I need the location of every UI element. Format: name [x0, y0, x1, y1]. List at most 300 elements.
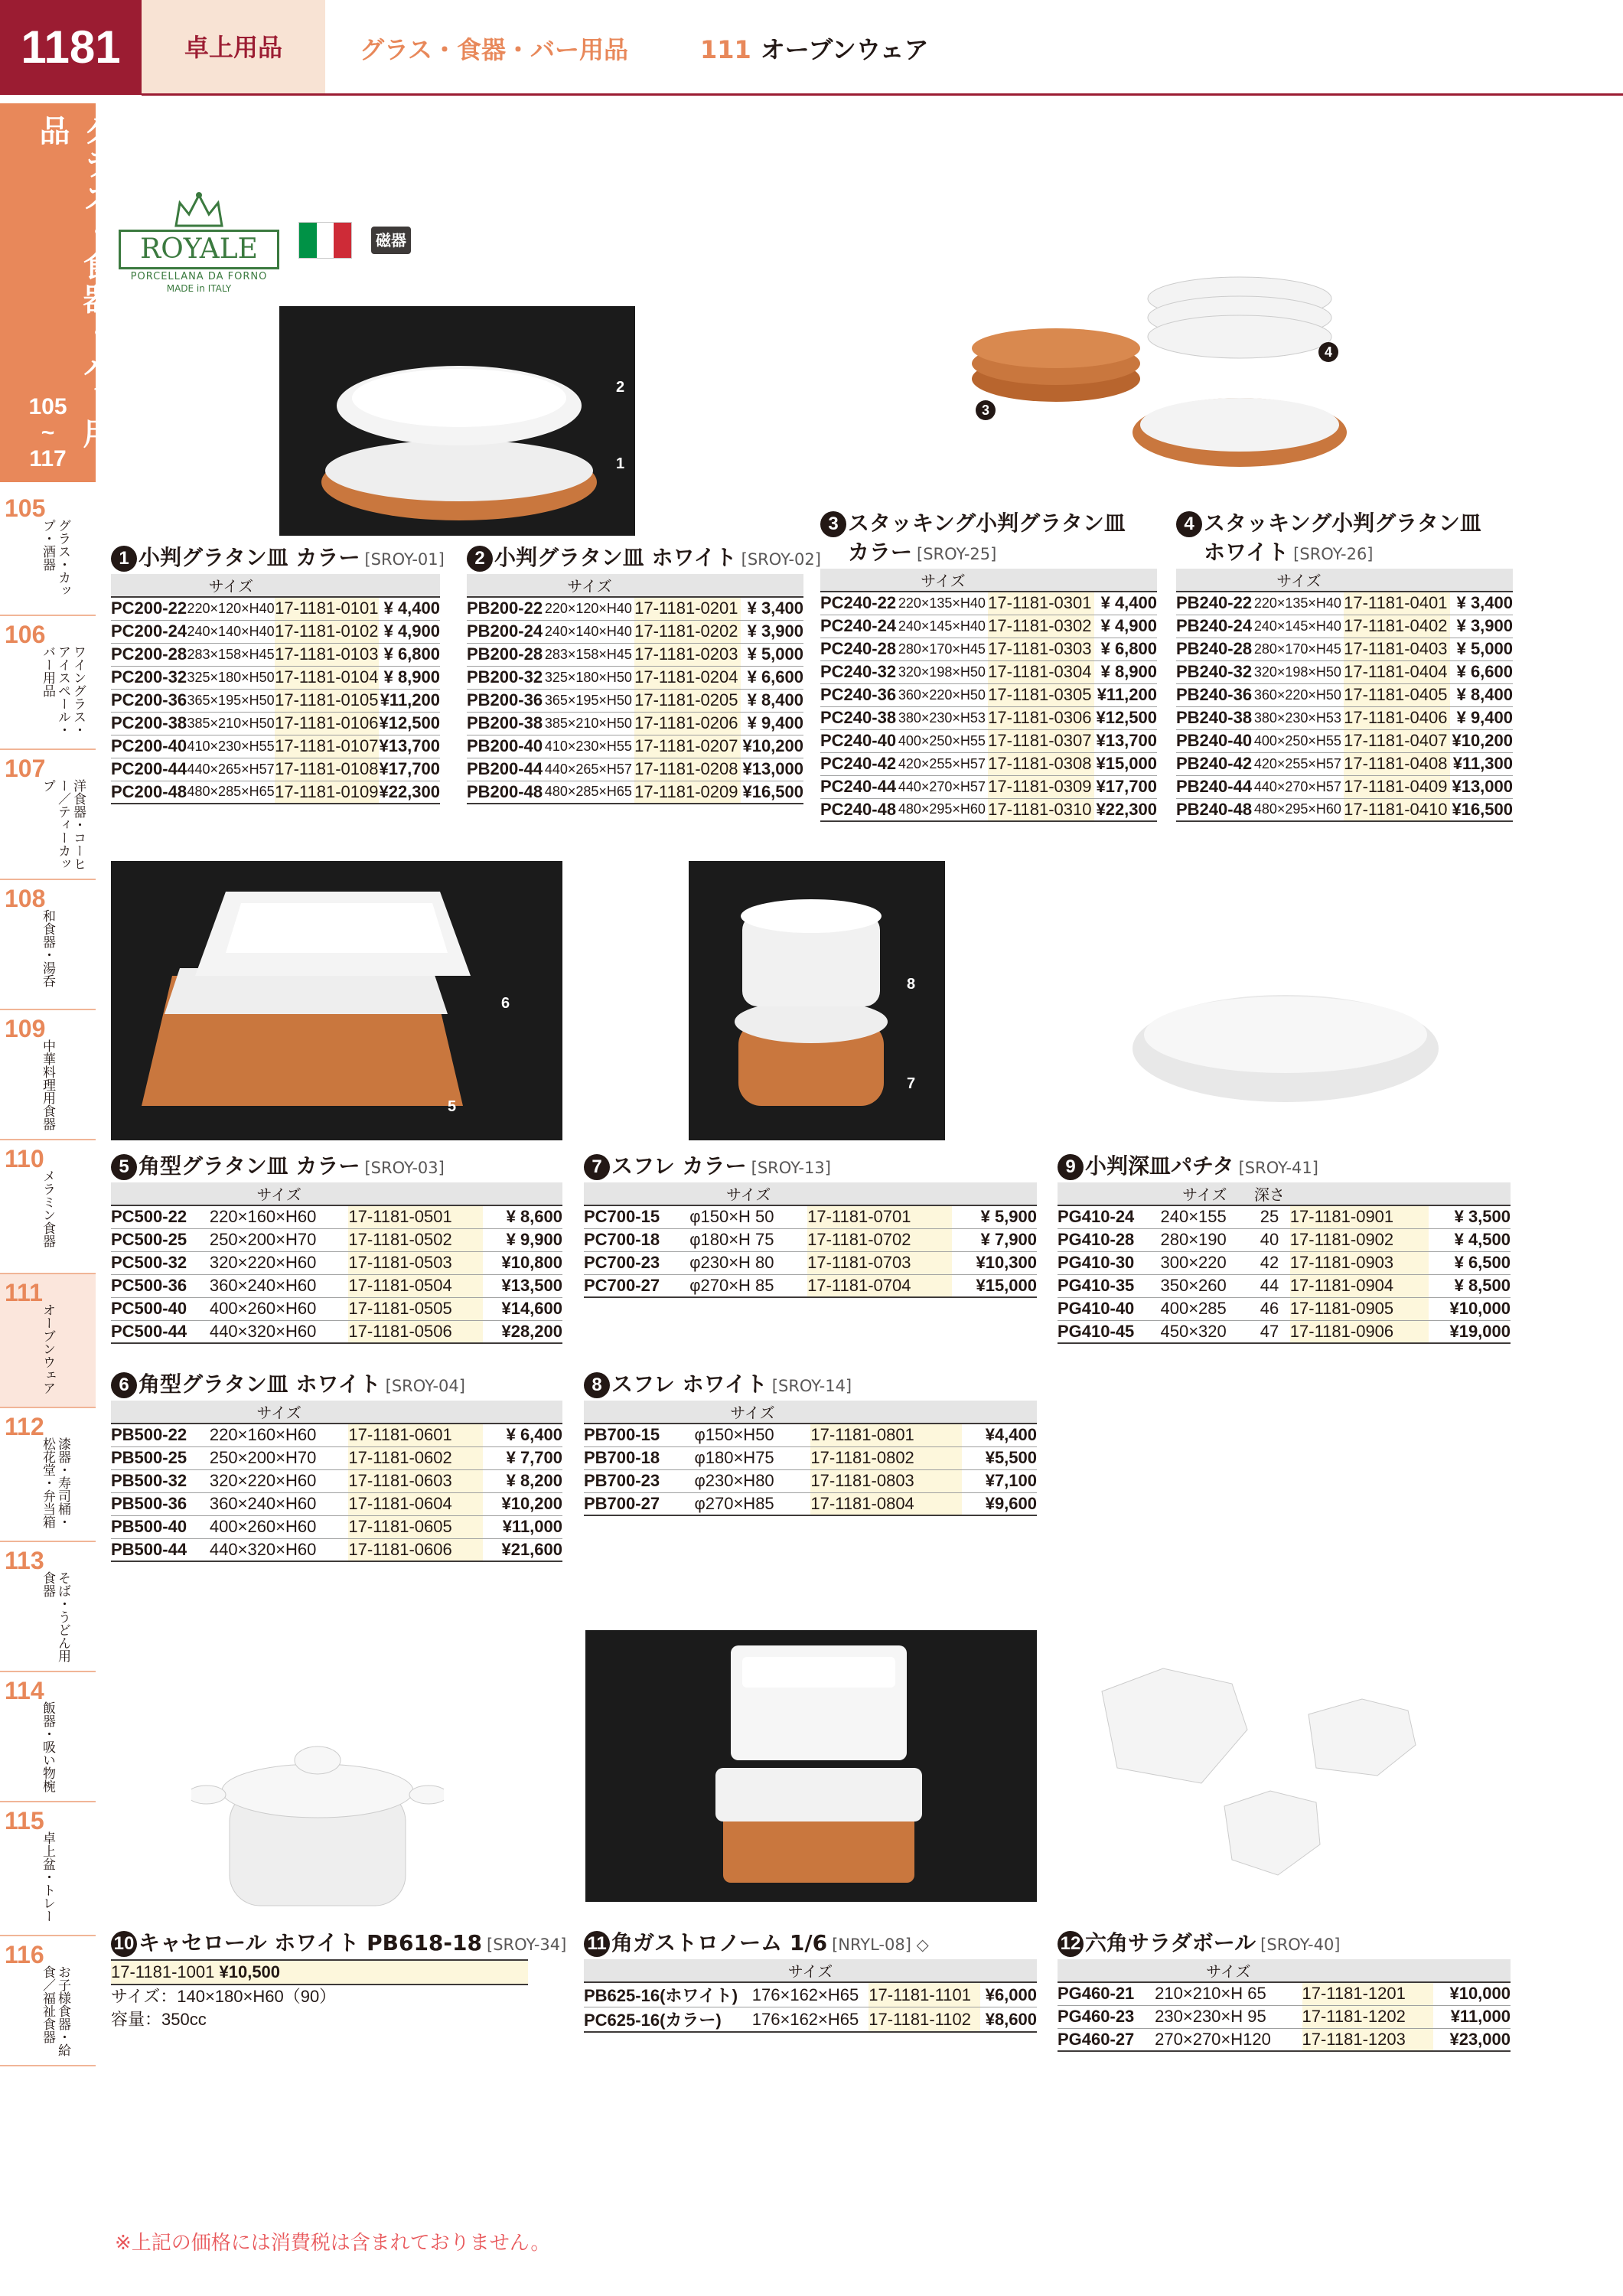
depth-cell: 25: [1249, 1205, 1290, 1228]
photo-oval-gratin: [279, 306, 635, 536]
table-row: [584, 1446, 1037, 1469]
gastronorm-illustration: [585, 1630, 1037, 1902]
sidebar-item-label: 漆器・寿司桶・松花堂・弁当箱: [40, 1437, 70, 1528]
model-number: PG410-30: [1058, 1251, 1160, 1274]
item-code: 17-1181-0601: [348, 1424, 483, 1446]
model-number: PC700-23: [584, 1251, 689, 1274]
price-cell: ¥10,500: [219, 1962, 281, 1981]
size-cell: 350×260: [1160, 1274, 1249, 1297]
model-number: PB240-40: [1176, 729, 1254, 752]
depth-header: 深さ: [1249, 1182, 1290, 1205]
range-top: 105: [28, 394, 67, 419]
table-row: [1176, 660, 1513, 683]
table-row: [111, 1320, 562, 1343]
table-row: [111, 1538, 562, 1561]
table-row: [111, 1205, 562, 1228]
price-cell: ¥10,000: [1433, 1982, 1511, 2005]
sidebar-item-111[interactable]: [0, 1274, 96, 1408]
model-number: PB200-44: [467, 758, 545, 781]
size-cell: 360×240×H60: [210, 1492, 348, 1515]
photo-label-5: 5: [448, 1098, 457, 1115]
section-title-text: スタッキング小判グラタン皿: [1204, 510, 1481, 536]
model-number: PB500-40: [111, 1515, 210, 1538]
size-cell: 240×140×H40: [187, 620, 275, 643]
photo-label-8: 8: [907, 976, 916, 993]
model-number: PB200-22: [467, 597, 545, 620]
size-cell: 400×260×H60: [210, 1297, 348, 1320]
depth-cell: 42: [1249, 1251, 1290, 1274]
model-number: PG410-24: [1058, 1205, 1160, 1228]
model-number: PB700-27: [584, 1492, 694, 1515]
table-row: [467, 597, 803, 620]
section-title-text: 小判グラタン皿 カラー: [139, 545, 360, 570]
size-cell: 250×200×H70: [210, 1446, 348, 1469]
table-row: [584, 1424, 1037, 1446]
size-cell: 283×158×H45: [545, 643, 634, 666]
item-code: 17-1181-1101: [869, 1982, 980, 2007]
model-number: PB200-28: [467, 643, 545, 666]
table-row: [467, 758, 803, 781]
model-number: PC240-22: [820, 592, 898, 615]
item-code: 17-1181-0410: [1344, 798, 1450, 821]
item-code: 17-1181-0205: [634, 689, 741, 712]
model-number: PC700-18: [584, 1228, 689, 1251]
item-code: 17-1181-0304: [988, 660, 1094, 683]
size-cell: 440×320×H60: [210, 1320, 348, 1343]
brand-origin: MADE in ITALY: [166, 283, 232, 294]
price-cell: ¥ 3,900: [1450, 615, 1513, 638]
sidebar-item-113[interactable]: [0, 1542, 96, 1672]
model-number: PB240-32: [1176, 660, 1254, 683]
price-table: [1058, 1182, 1511, 1344]
section-title-text: キャセロール ホワイト PB618-18: [139, 1930, 482, 1955]
model-number: PC200-36: [111, 689, 187, 712]
photo-label-7: 7: [907, 1075, 916, 1092]
photo-stacking-gratin: [964, 272, 1362, 501]
size-header: サイズ: [210, 1182, 348, 1205]
table-row: [584, 1274, 1037, 1297]
model-number: PG410-35: [1058, 1274, 1160, 1297]
table-row: [1176, 729, 1513, 752]
product-section-11: [584, 1929, 1037, 2033]
sidebar-item-107[interactable]: [0, 750, 96, 880]
size-cell: 240×155: [1160, 1205, 1249, 1228]
section-code: [SROY-13]: [751, 1159, 831, 1177]
model-number: PC200-32: [111, 666, 187, 689]
table-row: [1058, 1228, 1511, 1251]
price-cell: ¥5,500: [962, 1446, 1037, 1469]
item-code: 17-1181-0401: [1344, 592, 1450, 615]
sidebar-item-110[interactable]: [0, 1140, 96, 1274]
table-row: [111, 1274, 562, 1297]
size-cell: 280×170×H45: [1254, 638, 1344, 660]
sidebar-item-label: オーブンウェア: [40, 1303, 55, 1394]
size-cell: 325×180×H50: [545, 666, 634, 689]
section-title-text-2: カラー: [848, 540, 913, 565]
section-title: [111, 1370, 562, 1401]
photo-label-4: 4: [1318, 342, 1338, 362]
section-number-badge: 12: [1058, 1931, 1084, 1957]
price-cell: ¥ 8,400: [741, 689, 803, 712]
section-title-text-2: ホワイト: [1204, 540, 1289, 565]
item-code: 17-1181-0108: [275, 758, 379, 781]
section-title-text: 六角サラダボール: [1085, 1930, 1256, 1955]
table-row: [1176, 706, 1513, 729]
table-row: [467, 689, 803, 712]
item-code: 17-1181-0103: [275, 643, 379, 666]
size-cell: 320×198×H50: [1254, 660, 1344, 683]
size-cell: 360×240×H60: [210, 1274, 348, 1297]
size-header: サイズ: [1254, 569, 1344, 592]
model-number: PC200-22: [111, 597, 187, 620]
photo-casserole: [191, 1722, 444, 1913]
sidebar-item-109[interactable]: [0, 1010, 96, 1140]
model-number: PC200-48: [111, 781, 187, 804]
price-cell: ¥4,400: [962, 1424, 1037, 1446]
price-cell: ¥23,000: [1433, 2028, 1511, 2051]
item-code: 17-1181-0901: [1290, 1205, 1429, 1228]
table-row: [820, 706, 1157, 729]
table-row: [584, 1228, 1037, 1251]
item-code: 17-1181-0505: [348, 1297, 483, 1320]
sidebar-item-label: ワイングラス・アイスペール・バー用品: [40, 645, 86, 736]
price-cell: ¥ 8,900: [1094, 660, 1157, 683]
product-section-7: [584, 1152, 1037, 1298]
sidebar-item-105[interactable]: [0, 490, 96, 616]
table-row: [584, 1205, 1037, 1228]
model-number: PB240-28: [1176, 638, 1254, 660]
item-code: 17-1181-0203: [634, 643, 741, 666]
section-title: [1058, 1152, 1511, 1182]
model-number: PB240-44: [1176, 775, 1254, 798]
item-code: 17-1181-0406: [1344, 706, 1450, 729]
table-row: [1058, 1982, 1511, 2005]
size-cell: 400×285: [1160, 1297, 1249, 1320]
section-name: オーブンウェア: [760, 35, 929, 64]
table-row: [467, 643, 803, 666]
size-header: サイズ: [898, 569, 988, 592]
item-code: 17-1181-0305: [988, 683, 1094, 706]
section-title-text: 角ガストロノーム 1/6: [611, 1930, 828, 1955]
model-number: PC200-28: [111, 643, 187, 666]
size-cell: 385×210×H50: [187, 712, 275, 735]
photo-square-gratin: [111, 861, 562, 1140]
section-title: [111, 1152, 562, 1182]
model-number: PG460-21: [1058, 1982, 1155, 2005]
sidebar-item-116[interactable]: [0, 1936, 96, 2066]
item-code: 17-1181-0906: [1290, 1320, 1429, 1343]
range-bottom: 117: [29, 446, 67, 471]
model-number: PC200-40: [111, 735, 187, 758]
table-row: [1058, 2005, 1511, 2028]
section-title: [820, 509, 1157, 538]
size-cell: 480×285×H65: [187, 781, 275, 804]
price-cell: ¥14,600: [483, 1297, 562, 1320]
casserole-illustration: [191, 1722, 444, 1913]
size-cell: 440×270×H57: [1254, 775, 1344, 798]
souffle-illustration: [689, 861, 945, 1140]
price-cell: ¥10,200: [1450, 729, 1513, 752]
item-code: 17-1181-0702: [807, 1228, 952, 1251]
model-number: PC240-24: [820, 615, 898, 638]
product-section-6: [111, 1370, 562, 1562]
table-row: [1176, 798, 1513, 821]
casserole-size: サイズ：140×180×H60（90）: [111, 1987, 337, 2006]
table-row: [820, 615, 1157, 638]
size-cell: 250×200×H70: [210, 1228, 348, 1251]
table-row: [1058, 1274, 1511, 1297]
price-cell: ¥ 3,400: [1450, 592, 1513, 615]
size-cell: 320×220×H60: [210, 1251, 348, 1274]
sidebar-item-label: 飯器・吸い物椀: [40, 1701, 55, 1792]
section-code: [SROY-40]: [1260, 1936, 1341, 1954]
size-header: サイズ: [752, 1959, 869, 1982]
table-row: [1176, 592, 1513, 615]
section-code: [SROY-02]: [741, 550, 821, 569]
sidebar-item-number: 115: [5, 1807, 44, 1835]
table-row: [584, 1251, 1037, 1274]
price-cell: ¥ 8,400: [1450, 683, 1513, 706]
sidebar-item-number: 106: [5, 621, 46, 648]
sidebar-main-label: グラス・食器・バー用品: [34, 115, 113, 452]
casserole-code-row: [111, 1959, 528, 1985]
model-number: PC240-38: [820, 706, 898, 729]
item-code: 17-1181-0209: [634, 781, 741, 804]
price-cell: ¥19,000: [1429, 1320, 1511, 1343]
item-code: 17-1181-0905: [1290, 1297, 1429, 1320]
price-table: [584, 1401, 1037, 1516]
price-cell: ¥ 8,900: [379, 666, 440, 689]
size-header: サイズ: [1155, 1959, 1302, 1982]
table-row: [111, 1251, 562, 1274]
table-row: [1176, 638, 1513, 660]
price-cell: ¥11,000: [483, 1515, 562, 1538]
model-number: PC240-28: [820, 638, 898, 660]
model-number: PB700-18: [584, 1446, 694, 1469]
product-section-9: [1058, 1152, 1511, 1344]
item-code: 17-1181-0308: [988, 752, 1094, 775]
table-row: [584, 1982, 1037, 2007]
price-cell: ¥6,000: [980, 1982, 1037, 2007]
model-number: PB200-32: [467, 666, 545, 689]
brand-tagline: PORCELLANA DA FORNO: [130, 271, 268, 282]
table-row: [584, 1469, 1037, 1492]
page-header: [0, 0, 1623, 95]
section-code: [SROY-25]: [917, 545, 997, 563]
table-row: [467, 666, 803, 689]
size-cell: 440×270×H57: [898, 775, 988, 798]
item-code: 17-1181-0204: [634, 666, 741, 689]
model-number: PG460-27: [1058, 2028, 1155, 2051]
table-row: [467, 735, 803, 758]
model-number: PC240-48: [820, 798, 898, 821]
sidebar-item-number: 108: [5, 885, 46, 912]
size-cell: 300×220: [1160, 1251, 1249, 1274]
product-section-3: [820, 509, 1157, 822]
table-row: [1058, 1297, 1511, 1320]
sidebar-item-108[interactable]: [0, 880, 96, 1010]
table-row: [111, 781, 440, 804]
section-title-text: スタッキング小判グラタン皿: [848, 510, 1126, 536]
table-row: [820, 638, 1157, 660]
size-cell: 440×265×H57: [187, 758, 275, 781]
product-section-8: [584, 1370, 1037, 1516]
table-row: [820, 660, 1157, 683]
size-cell: 176×162×H65: [752, 2007, 869, 2033]
sidebar-item-label: そば・うどん用食器: [40, 1571, 70, 1662]
item-code: 17-1181-1102: [869, 2007, 980, 2033]
table-row: [584, 1492, 1037, 1515]
section-title: [584, 1929, 1037, 1959]
item-code: 17-1181-0405: [1344, 683, 1450, 706]
price-cell: ¥28,200: [483, 1320, 562, 1343]
price-cell: ¥ 4,900: [1094, 615, 1157, 638]
table-row: [111, 1446, 562, 1469]
size-cell: 480×295×H60: [898, 798, 988, 821]
section-title-line2: [820, 538, 1157, 569]
section-number-badge: 3: [820, 511, 846, 537]
model-number: PC500-36: [111, 1274, 210, 1297]
sidebar-main-tab[interactable]: [0, 103, 113, 482]
sidebar-item-106[interactable]: [0, 616, 96, 750]
hexagon-bowl-illustration: [1087, 1661, 1477, 1890]
size-cell: 280×190: [1160, 1228, 1249, 1251]
table-row: [111, 712, 440, 735]
sidebar-item-number: 112: [5, 1413, 44, 1440]
photo-souffle: [689, 861, 945, 1140]
section-title-text: 小判グラタン皿 ホワイト: [494, 545, 737, 570]
price-cell: ¥ 4,500: [1429, 1228, 1511, 1251]
size-cell: 440×320×H60: [210, 1538, 348, 1561]
sidebar-item-112[interactable]: [0, 1408, 96, 1542]
model-number: PC200-44: [111, 758, 187, 781]
size-cell: 220×160×H60: [210, 1205, 348, 1228]
model-number: PC240-36: [820, 683, 898, 706]
section-code: [SROY-41]: [1238, 1159, 1318, 1177]
model-number: PC240-32: [820, 660, 898, 683]
model-number: PB500-36: [111, 1492, 210, 1515]
sidebar-item-114[interactable]: [0, 1672, 96, 1802]
range-sep: ~: [41, 420, 55, 445]
item-code: 17-1181-0102: [275, 620, 379, 643]
depth-cell: 44: [1249, 1274, 1290, 1297]
table-row: [111, 689, 440, 712]
section-number-badge: 9: [1058, 1154, 1084, 1180]
price-cell: ¥ 6,800: [379, 643, 440, 666]
size-cell: 176×162×H65: [752, 1982, 869, 2007]
item-code: 17-1181-0501: [348, 1205, 483, 1228]
table-row: [820, 592, 1157, 615]
model-number: PG410-40: [1058, 1297, 1160, 1320]
photo-label-6: 6: [501, 995, 510, 1012]
size-cell: 240×140×H40: [545, 620, 634, 643]
category-label: 卓上用品: [142, 0, 325, 95]
item-code: 17-1181-0404: [1344, 660, 1450, 683]
item-code: 17-1181-0504: [348, 1274, 483, 1297]
section-title-text: 小判深皿パチタ: [1085, 1153, 1234, 1179]
sidebar-item-label: 卓上盆・トレー: [40, 1831, 55, 1923]
section-title: [584, 1370, 1037, 1401]
section-title-text: 角型グラタン皿 カラー: [139, 1153, 360, 1179]
price-cell: ¥16,500: [1450, 798, 1513, 821]
size-cell: 220×135×H40: [898, 592, 988, 615]
price-cell: ¥ 8,500: [1429, 1274, 1511, 1297]
model-number: PC500-32: [111, 1251, 210, 1274]
price-table: [1176, 569, 1513, 822]
table-row: [111, 1424, 562, 1446]
item-code: 17-1181-0309: [988, 775, 1094, 798]
item-code: 17-1181-0605: [348, 1515, 483, 1538]
item-code: 17-1181-0202: [634, 620, 741, 643]
item-code: 17-1181-0902: [1290, 1228, 1429, 1251]
sidebar-item-label: グラス・カップ・酒器: [40, 519, 70, 597]
size-cell: 480×285×H65: [545, 781, 634, 804]
price-cell: ¥13,000: [741, 758, 803, 781]
product-section-5: [111, 1152, 562, 1344]
sidebar-item-115[interactable]: [0, 1802, 96, 1936]
price-cell: ¥17,700: [379, 758, 440, 781]
item-code: 17-1181-1201: [1302, 1982, 1434, 2005]
table-row: [111, 643, 440, 666]
size-header: サイズ: [694, 1401, 810, 1424]
price-cell: ¥ 3,900: [741, 620, 803, 643]
size-cell: 270×270×H120: [1155, 2028, 1302, 2051]
item-code: 17-1181-0208: [634, 758, 741, 781]
section-title-line2: [1176, 538, 1513, 569]
price-cell: ¥13,700: [1094, 729, 1157, 752]
section-code: [NRYL-08] ◇: [832, 1936, 929, 1954]
size-cell: φ150×H 50: [689, 1205, 807, 1228]
item-code: 17-1181-0303: [988, 638, 1094, 660]
price-cell: ¥ 7,700: [483, 1446, 562, 1469]
price-cell: ¥12,500: [1094, 706, 1157, 729]
italy-flag-icon: [298, 222, 352, 259]
item-code: 17-1181-0703: [807, 1251, 952, 1274]
item-code: 17-1181-0403: [1344, 638, 1450, 660]
table-row: [111, 758, 440, 781]
model-number: PC200-24: [111, 620, 187, 643]
price-cell: ¥ 8,200: [483, 1469, 562, 1492]
size-cell: φ180×H 75: [689, 1228, 807, 1251]
sidebar-item-label: 和食器・湯呑: [40, 909, 55, 987]
size-cell: φ270×H85: [694, 1492, 810, 1515]
price-cell: ¥ 4,400: [379, 597, 440, 620]
size-cell: 400×250×H55: [1254, 729, 1344, 752]
size-cell: 325×180×H50: [187, 666, 275, 689]
item-code: 17-1181-0109: [275, 781, 379, 804]
table-row: [820, 798, 1157, 821]
table-row: [111, 1469, 562, 1492]
model-number: PC500-25: [111, 1228, 210, 1251]
price-cell: ¥ 9,400: [1450, 706, 1513, 729]
item-code: 17-1181-0904: [1290, 1274, 1429, 1297]
model-number: PB240-42: [1176, 752, 1254, 775]
casserole-capacity: 容量：350cc: [111, 2010, 207, 2029]
size-cell: 440×265×H57: [545, 758, 634, 781]
price-cell: ¥ 6,600: [1450, 660, 1513, 683]
brand-name: ROYALE: [119, 230, 279, 269]
section-number-badge: 2: [467, 546, 493, 572]
size-cell: 283×158×H45: [187, 643, 275, 666]
sub-category-label: グラス・食器・バー用品: [360, 35, 629, 64]
price-cell: ¥ 6,400: [483, 1424, 562, 1446]
model-number: PB625-16(ホワイト): [584, 1982, 752, 2007]
size-cell: 280×170×H45: [898, 638, 988, 660]
material-badge: 磁器: [371, 227, 411, 254]
size-header: サイズ: [545, 574, 634, 597]
price-table: [1058, 1959, 1511, 2052]
section-number-badge: 1: [111, 546, 137, 572]
